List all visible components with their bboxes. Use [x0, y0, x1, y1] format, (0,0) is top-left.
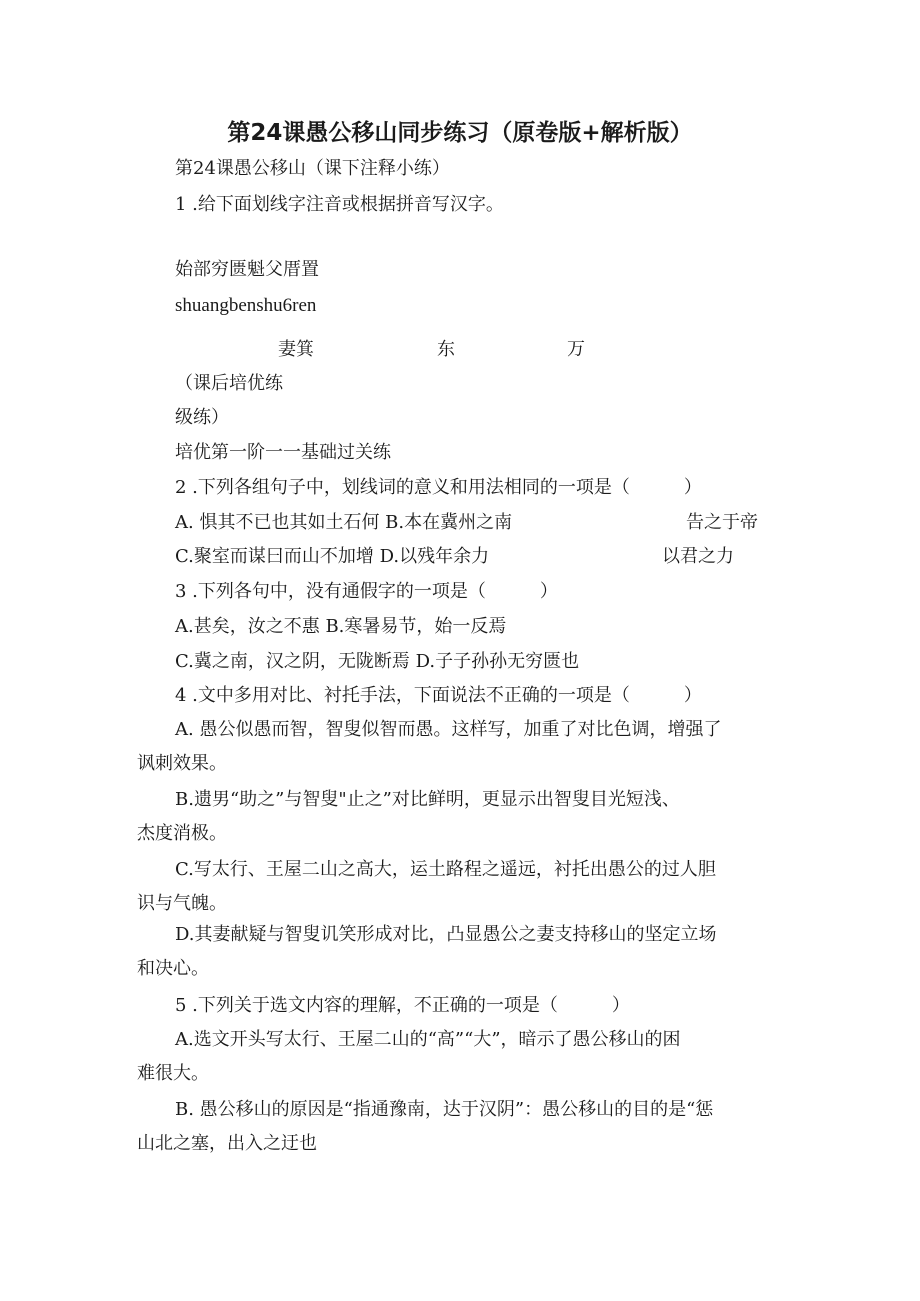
question-3-option-row: C.冀之南，汉之阴，无陇断焉 D.子子孙孙无穷匮也: [175, 651, 580, 672]
question-1-chars: 始部穷匮魁父厝置: [175, 259, 319, 280]
question-2-stem: 2 .下列各组句子中，划线词的意义和用法相同的一项是（ ）: [175, 477, 702, 498]
question-5-stem: 5 .下列关于选文内容的理解，不正确的一项是（ ）: [175, 995, 630, 1016]
question-1-word: 东: [437, 339, 455, 360]
question-1-word: 妻箕: [278, 339, 314, 360]
question-3-stem: 3 .下列各句中，没有通假字的一项是（ ）: [175, 581, 558, 602]
option-line: 难很大。: [137, 1063, 209, 1084]
option-line: D.其妻献疑与智叟讥笑形成对比，凸显愚公之妻支持移山的坚定立场: [175, 924, 717, 945]
question-5-option-a: [137, 1023, 789, 1091]
option-line: B. 愚公移山的原因是“指通豫南，达于汉阴”：愚公移山的目的是“惩: [175, 1099, 714, 1120]
question-4-option-b: [137, 783, 789, 851]
option-line: 和决心。: [137, 958, 209, 979]
page-title: 第24课愚公移山同步练习（原卷版+解析版）: [227, 120, 693, 146]
question-4-option-c: [137, 853, 789, 921]
option-line: 山北之塞，出入之迂也: [137, 1133, 317, 1154]
option-line: C.写太行、王屋二山之高大，运土路程之遥远，衬托出愚公的过人胆: [175, 859, 716, 880]
question-2-option-row: C.聚室而谋曰而山不加增 D.以残年余力: [175, 546, 490, 567]
question-2-option-text: 以君之力: [662, 546, 734, 567]
question-3-option-row: A.甚矣，汝之不惠 B.寒暑易节，始一反焉: [175, 616, 507, 637]
option-line: 杰度消极。: [137, 823, 227, 844]
option-line: 讽刺效果。: [137, 753, 227, 774]
option-line: B.遗男“助之”与智叟"止之”对比鲜明，更显示出智叟目光短浅、: [175, 789, 680, 810]
section-label: （课后培优练: [175, 373, 283, 394]
subtitle: 第24课愚公移山（课下注释小练）: [175, 158, 450, 179]
option-line: 识与气魄。: [137, 893, 227, 914]
question-1-stem: 1 .给下面划线字注音或根据拼音写汉字。: [175, 194, 504, 215]
question-2-option-text: 告之于帝: [686, 512, 758, 533]
section-heading: 培优第一阶一一基础过关练: [175, 442, 391, 463]
question-4-stem: 4 .文中多用对比、衬托手法，下面说法不正确的一项是（ ）: [175, 685, 702, 706]
question-2-option-row: A. 惧其不已也其如土石何 B.本在冀州之南: [175, 512, 513, 533]
question-5-option-b: [137, 1093, 789, 1161]
question-1-pinyin: shuangbenshu6ren: [175, 295, 317, 316]
option-line: A.选文开头写太行、王屋二山的“高”“大”，暗示了愚公移山的困: [175, 1029, 681, 1050]
option-line: A. 愚公似愚而智，智叟似智而愚。这样写，加重了对比色调，增强了: [175, 719, 722, 740]
question-4-option-a: [137, 713, 789, 781]
question-1-word: 万: [567, 339, 585, 360]
question-4-option-d: [137, 918, 789, 986]
section-label: 级练）: [175, 407, 229, 428]
